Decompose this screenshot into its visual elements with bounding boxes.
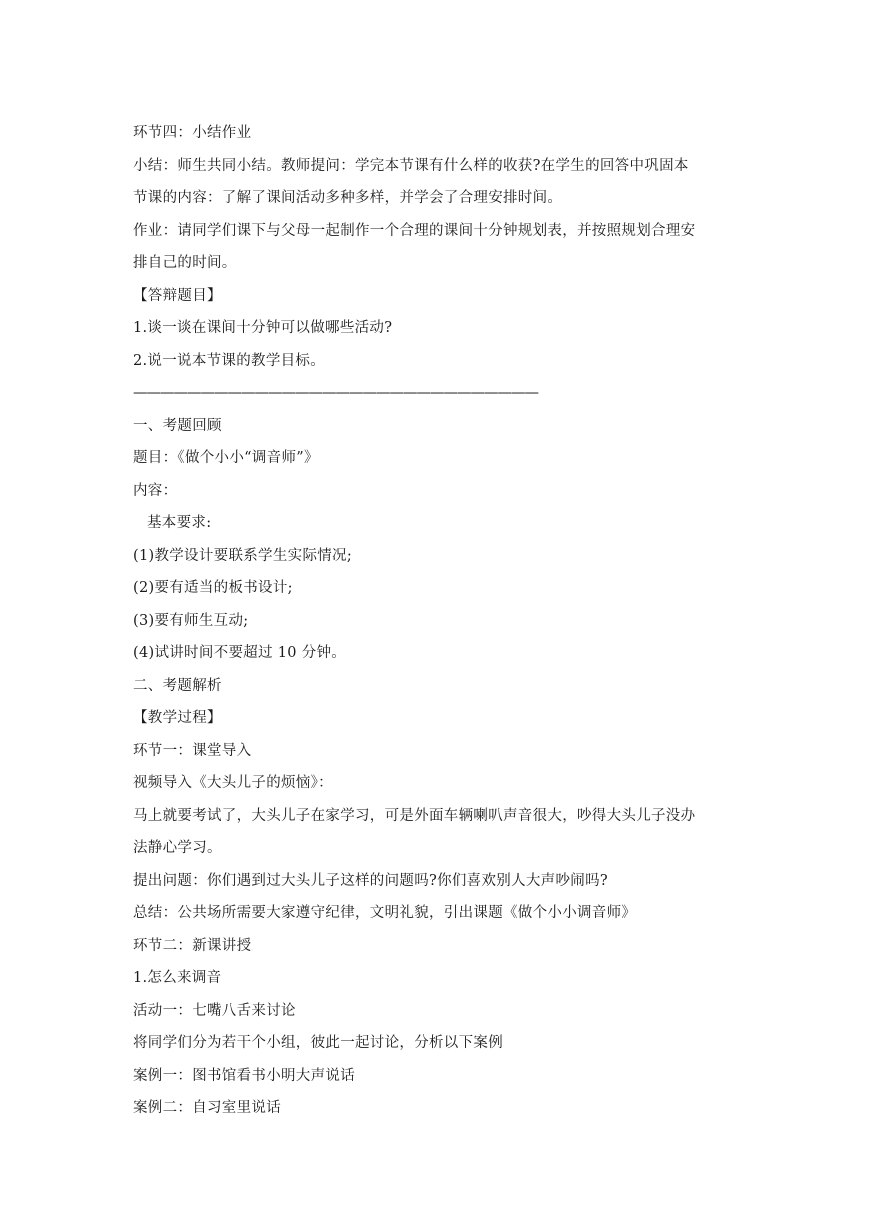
- paragraph-line: 提出问题：你们遇到过大头儿子这样的问题吗?你们喜欢别人大声吵闹吗?: [133, 872, 608, 889]
- paragraph-line: 马上就要考试了，大头儿子在家学习，可是外面车辆喇叭声音很大，吵得大头儿子没办: [133, 807, 696, 824]
- section-heading: 环节一：课堂导入: [133, 742, 252, 759]
- paragraph-line: 案例二：自习室里说话: [133, 1100, 281, 1116]
- document-body: [133, 117, 743, 1125]
- paragraph-line: 排自己的时间。: [133, 255, 237, 271]
- list-item: 1.怎么来调音: [133, 970, 222, 986]
- paragraph-line: 活动一：七嘴八舌来讨论: [133, 1002, 296, 1019]
- list-item: (4)试讲时间不要超过 10 分钟。: [133, 645, 347, 661]
- paragraph-line: 法静心学习。: [133, 840, 222, 856]
- paragraph-line: 基本要求:: [147, 515, 212, 531]
- paragraph-line: 将同学们分为若干个小组，彼此一起讨论，分析以下案例: [133, 1035, 503, 1051]
- list-item: (2)要有适当的板书设计;: [133, 580, 293, 596]
- section-heading: 二、考题解析: [133, 677, 222, 694]
- paragraph-line: 案例一：图书馆看书小明大声说话: [133, 1067, 355, 1084]
- list-item: 2.说一说本节课的教学目标。: [133, 352, 326, 369]
- section-heading: 环节二：新课讲授: [133, 937, 252, 954]
- paragraph-line: 节课的内容：了解了课间活动多种多样，并学会了合理安排时间。: [133, 190, 563, 206]
- paragraph-line: 作业：请同学们课下与父母一起制作一个合理的课间十分钟规划表，并按照规划合理安: [133, 222, 696, 239]
- section-heading: 【答辩题目】: [133, 287, 222, 304]
- paragraph-line: 总结：公共场所需要大家遵守纪律，文明礼貌，引出课题《做个小小调音师》: [133, 905, 637, 921]
- paragraph-line: 小结：师生共同小结。教师提问：学完本节课有什么样的收获?在学生的回答中巩固本: [133, 157, 689, 174]
- list-item: (1)教学设计要联系学生实际情况;: [133, 547, 353, 564]
- list-item: 1.谈一谈在课间十分钟可以做哪些活动?: [133, 320, 393, 336]
- list-item: (3)要有师生互动;: [133, 612, 249, 629]
- section-heading: 一、考题回顾: [133, 417, 222, 434]
- paragraph-line: 内容：: [133, 482, 178, 499]
- paragraph-line: 视频导入《大头儿子的烦恼》：: [133, 775, 333, 791]
- section-heading: 【教学过程】: [133, 710, 222, 726]
- divider-rule: ——————————————————————————————: [133, 385, 538, 401]
- section-heading: 环节四：小结作业: [133, 125, 252, 141]
- paragraph-line: 题目：《做个小小“调音师”》: [133, 450, 319, 466]
